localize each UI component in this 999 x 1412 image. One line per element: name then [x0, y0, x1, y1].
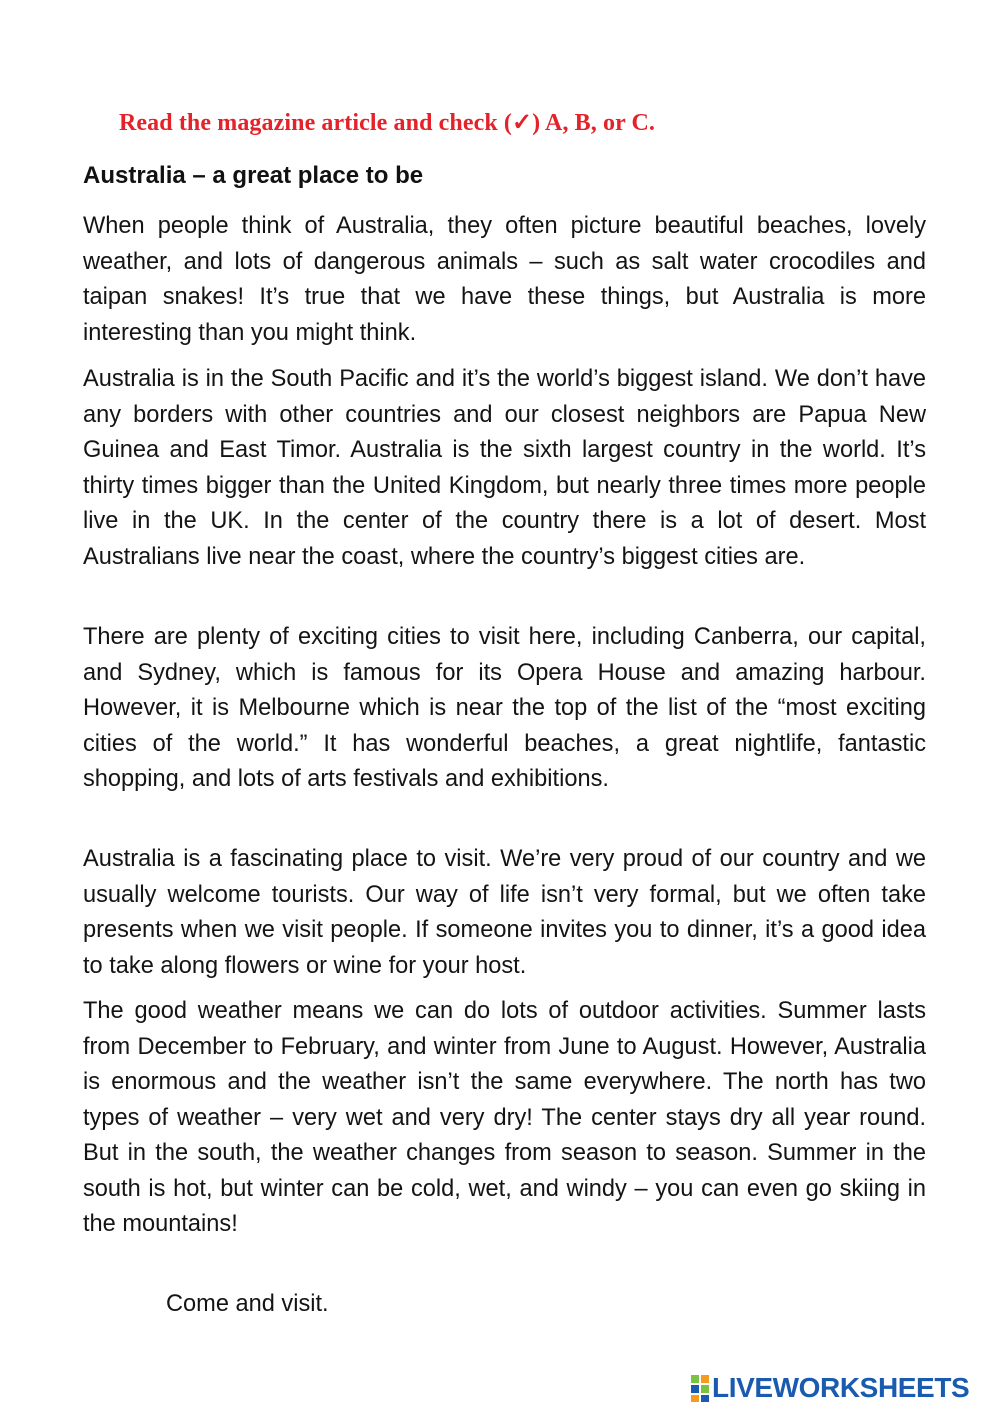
- article-closing: Come and visit.: [166, 1291, 329, 1317]
- logo-text: LIVEWORKSHEETS: [712, 1372, 970, 1403]
- article-paragraph-1: When people think of Australia, they often picture beautiful beaches, lovely weather, and lots of dangerous animals – such as salt water crocodiles and taipan snakes! It’s true that we have these things, but Australia is more interesting than you might think.: [83, 213, 926, 346]
- article-paragraph-4: Australia is a fascinating place to visit. We’re very proud of our country and we usually welcome tourists. Our way of life isn’t very formal, but we often take presents when we visit people. If someone invites you to dinner, it’s a good idea to take along flowers or wine for your host.: [83, 846, 926, 979]
- liveworksheets-logo-icon: [691, 1375, 710, 1402]
- article-title: Australia – a great place to be: [83, 162, 424, 189]
- article-paragraph-2: Australia is in the South Pacific and it’s the world’s biggest island. We don’t have any borders with other countries and our closest neighbors are Papua New Guinea and East Timor. Australia is the sixth largest country in the world. It’s thirty times bigger than the United Kingdom, but nearly three times more people live in the UK. In the center of the country there is a lot of desert. Most Australians live near the coast, where the country’s biggest cities are.: [83, 366, 926, 570]
- article-paragraph-5: The good weather means we can do lots of outdoor activities. Summer lasts from December to February, and winter from June to August. However, Australia is enormous and the weather isn’t the same everywhere. The north has two types of weather – very wet and very dry! The center stays dry all year round. But in the south, the weather changes from season to season. Summer in the south is hot, but winter can be cold, wet, and windy – you can even go skiing in the mountains!: [83, 998, 926, 1237]
- article-paragraph-3: There are plenty of exciting cities to visit here, including Canberra, our capital, and Sydney, which is famous for its Opera House and amazing harbour. However, it is Melbourne which is near the top of the list of the “most exciting cities of the world.” It has wonderful beaches, a great nightlife, fantastic shopping, and lots of arts festivals and exhibitions.: [83, 624, 926, 792]
- instruction-text: Read the magazine article and check (✓) A, B, or C.: [119, 110, 656, 136]
- liveworksheets-logo: [691, 1370, 969, 1406]
